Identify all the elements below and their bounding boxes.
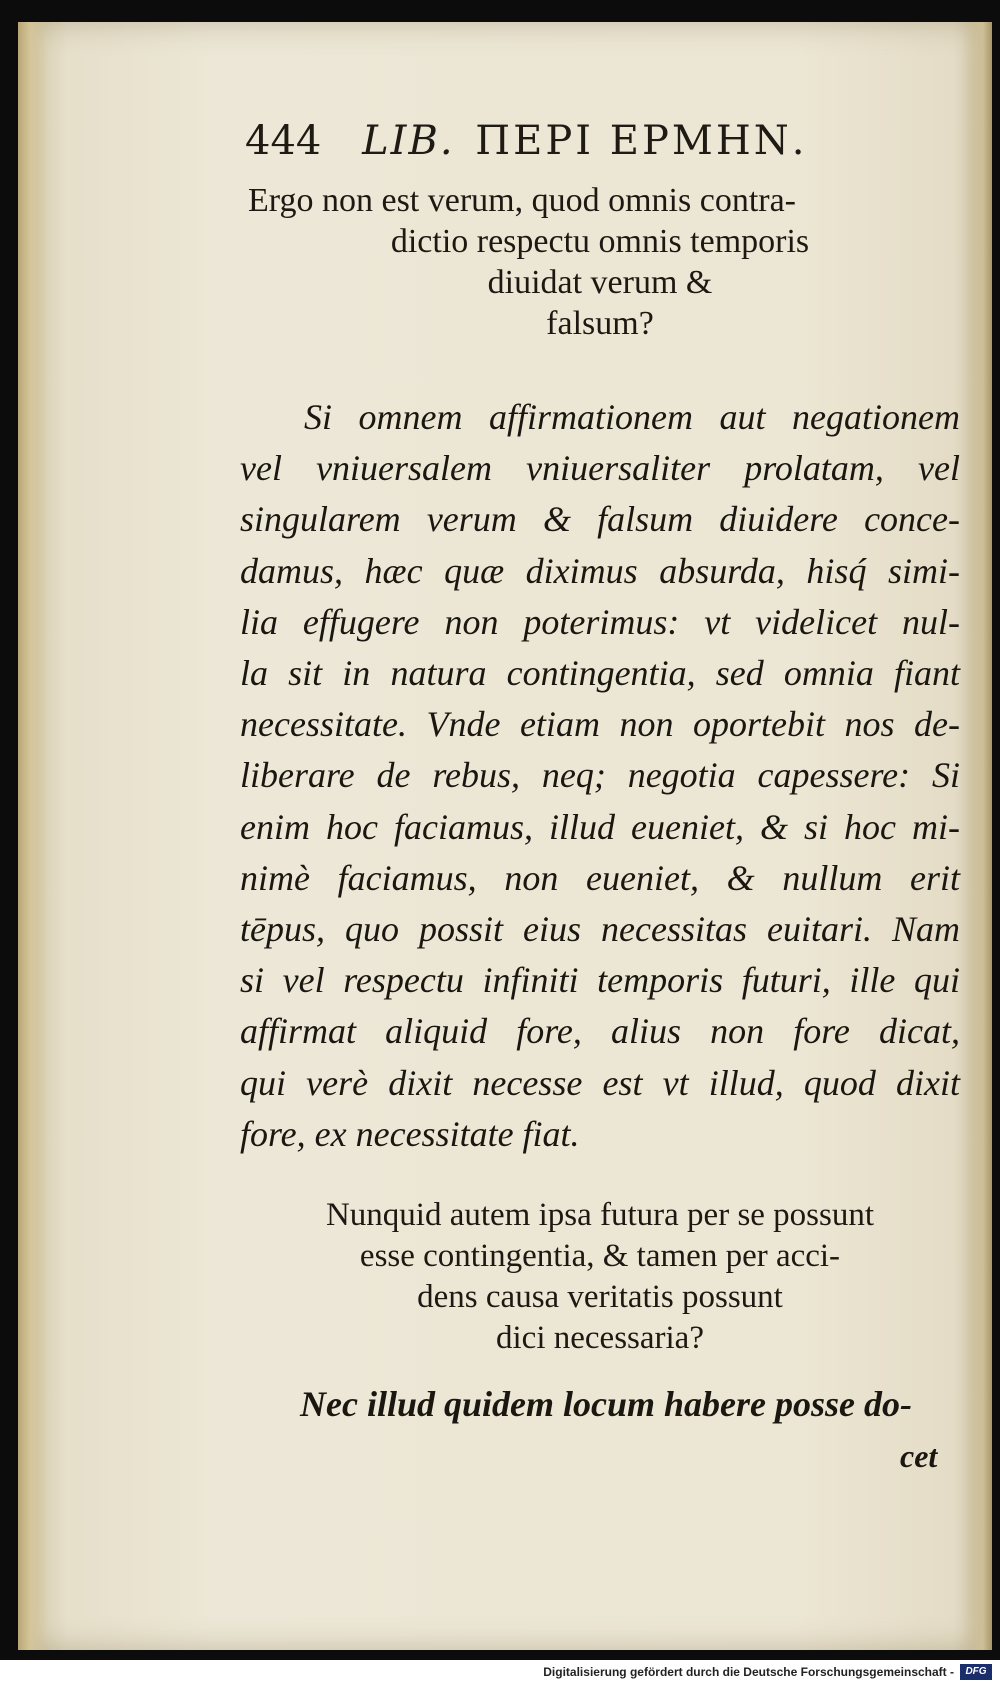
body-line: liberare de rebus, neq; negotia capessere: Si [240,755,960,796]
heading-line: esse contingentia, & tamen per acci- [359,1238,841,1274]
body-line: affirmat aliquid fore, alius non fore dicat, [240,1011,960,1052]
section-heading-2 [240,1195,960,1359]
heading-line: dictio respectu omnis temporis [390,223,810,260]
body-paragraph [240,392,960,1160]
catchword: cet [900,1438,938,1474]
body-line: qui verè dixit necesse est vt illud, quod dixit [240,1062,960,1103]
header-lib: LIB. [362,118,455,164]
heading-line: dici necessaria? [496,1320,704,1356]
funding-credit: Digitalisierung gefördert durch die Deutsche Forschungsgemeinschaft - [543,1665,954,1679]
body-line: necessitate. Vnde etiam non oportebit nos de- [240,704,960,745]
body-line: fore, ex necessitate fiat. [240,1113,580,1154]
body-line: singularem verum & falsum diuidere conce- [240,499,960,540]
page-edge-right [962,22,992,1650]
body-line: Si omnem affirmationem aut negationem [304,397,960,437]
header-title: ΠΕΡΙ ΕΡΜΗΝ. [475,118,808,164]
heading-line: dens causa veritatis possunt [417,1279,783,1315]
heading-line: Ergo non est verum, quod omnis contra- [248,182,797,219]
section-heading-1 [240,180,960,344]
heading-line: diuidat verum & [487,264,713,301]
page-number: 444 [245,118,322,164]
digitization-footer [0,1660,1000,1686]
body-line: si vel respectu infiniti temporis futuri, ille qui [240,960,960,1001]
dfg-logo-icon: DFG [960,1664,992,1680]
heading-line: Nunquid autem ipsa futura per se possunt [325,1197,875,1233]
body-line: nimè faciamus, non eueniet, & nullum erit [240,857,960,898]
body-line: enim hoc faciamus, illud eueniet, & si hoc mi- [240,806,960,847]
running-header [245,118,945,178]
body-line: vel vniuersalem vniuersaliter prolatam, vel [240,448,960,489]
continuation-line: Nec illud quidem locum habere posse do- [300,1384,912,1424]
heading-line: falsum? [546,305,654,342]
body-line: la sit in natura contingentia, sed omnia fiant [240,653,960,694]
body-line: tēpus, quo possit eius necessitas euitari. Nam [240,909,960,950]
body-line: damus, hæc quæ diximus absurda, hisq́ simi- [240,550,960,591]
page-edge-left [18,22,48,1650]
body-line: lia effugere non poterimus: vt videlicet nul- [240,601,960,642]
